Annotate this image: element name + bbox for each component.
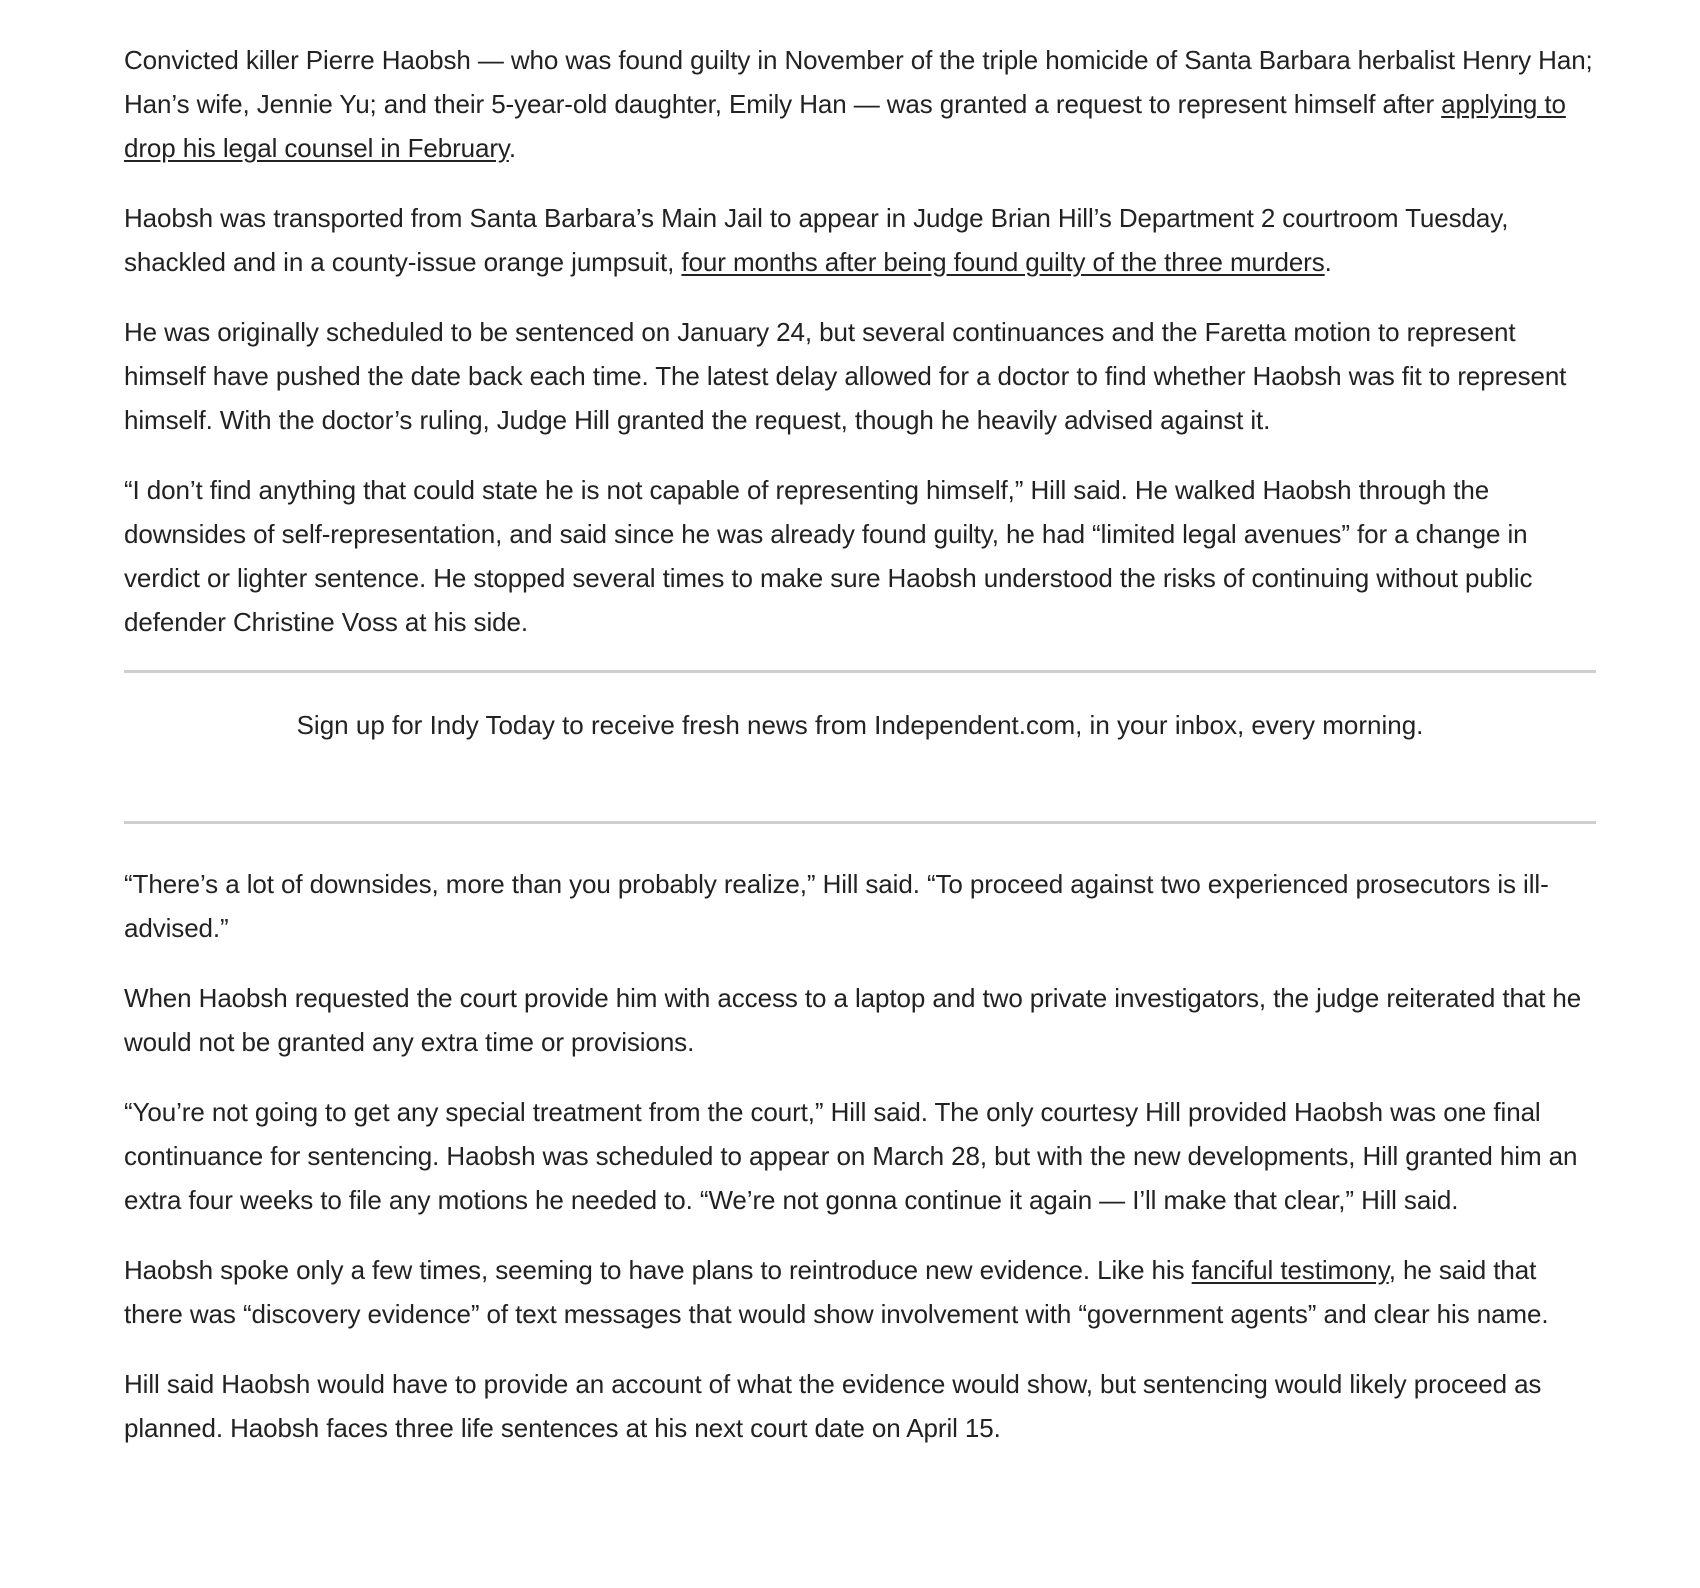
article-body xyxy=(124,38,1596,1476)
paragraph-7: “You’re not going to get any special treatment from the court,” Hill said. The only courtesy Hill provided Haobsh was one final continuance for sentencing. Haobsh was scheduled to appear on March 28, but with the new developments, Hill granted him an extra four weeks to file any motions he needed to. “We’re not gonna continue it again — I’ll make that clear,” Hill said. xyxy=(124,1097,1578,1215)
paragraph-1 xyxy=(124,38,1596,170)
paragraph-8 xyxy=(124,1248,1596,1336)
paragraph-1-text: Convicted killer Pierre Haobsh — who was found guilty in November of the triple homicide of Santa Barbara herbalist Henry Han; Han’s wife, Jennie Yu; and their 5-year-old daughter, Emily Han — was granted a request to represent himself after xyxy=(124,45,1593,119)
paragraph-9: Hill said Haobsh would have to provide an account of what the evidence would show, but sentencing would likely proceed as planned. Haobsh faces three life sentences at his next court date on April 15. xyxy=(124,1369,1542,1443)
paragraph-2 xyxy=(124,196,1596,284)
paragraph-3: He was originally scheduled to be sentenced on January 24, but several continuances and the Faretta motion to represent himself have pushed the date back each time. The latest delay allowed for a doctor to find whether Haobsh was fit to represent himself. With the doctor’s ruling, Judge Hill granted the request, though he heavily advised against it. xyxy=(124,317,1567,435)
link-fanciful-testimony[interactable]: fanciful testimony xyxy=(1191,1255,1389,1285)
divider-bottom xyxy=(124,821,1596,824)
paragraph-6: When Haobsh requested the court provide him with access to a laptop and two private investigators, the judge reiterated that he would not be granted any extra time or provisions. xyxy=(124,983,1582,1057)
link-found-guilty[interactable]: four months after being found guilty of the three murders xyxy=(681,247,1325,277)
paragraph-2-text: Haobsh was transported from Santa Barbara’s Main Jail to appear in Judge Brian Hill’s Department 2 courtroom Tuesday, shackled and in a county-issue orange jumpsuit, xyxy=(124,203,1509,277)
newsletter-signup-text: Sign up for Indy Today to receive fresh news from Independent.com, in your inbox, every morning. xyxy=(296,710,1424,740)
link-drop-legal-counsel[interactable]: applying to drop his legal counsel in February xyxy=(124,89,1566,163)
paragraph-2-end: . xyxy=(1324,247,1332,277)
newsletter-signup xyxy=(124,673,1596,821)
paragraph-5: “There’s a lot of downsides, more than you probably realize,” Hill said. “To proceed against two experienced prosecutors is ill-advised.” xyxy=(124,869,1549,943)
paragraph-8-text: Haobsh spoke only a few times, seeming to have plans to reintroduce new evidence. Like his xyxy=(124,1255,1192,1285)
paragraph-1-end: . xyxy=(508,133,517,163)
paragraph-4: “I don’t find anything that could state he is not capable of representing himself,” Hill said. He walked Haobsh through the downsides of self-representation, and said since he was already found guilty, he had “limited legal avenues” for a change in verdict or lighter sentence. He stopped several times to make sure Haobsh understood the risks of continuing without public defender Christine Voss at his side. xyxy=(124,475,1533,637)
paragraph-8-end: , he said that there was “discovery evidence” of text messages that would show involvement with “government agents” and clear his name. xyxy=(124,1255,1549,1329)
